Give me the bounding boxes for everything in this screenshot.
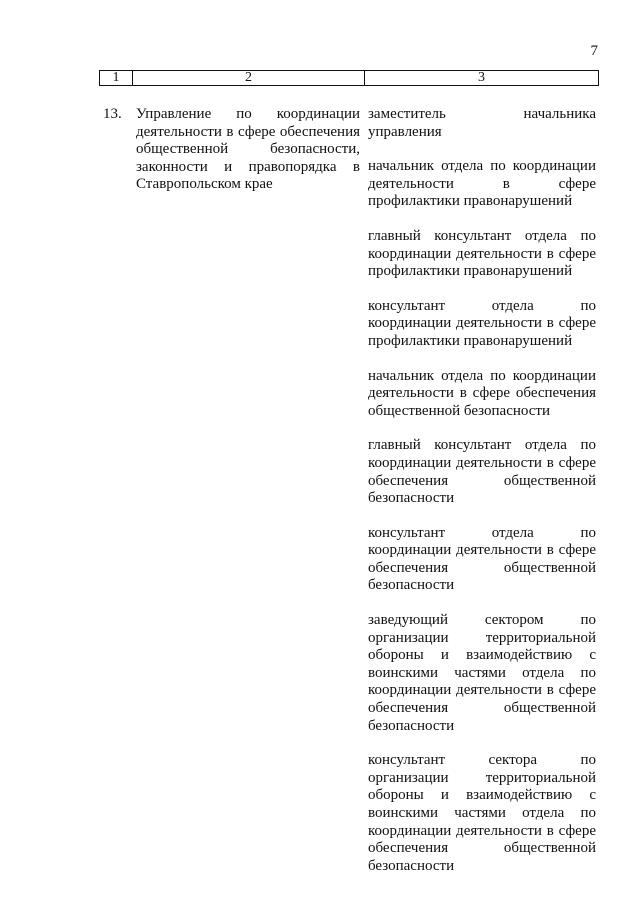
position-item: консультант отдела по координации деятельности в сфере обеспечения общественной безопасности xyxy=(368,524,596,594)
position-item: консультант сектора по организации территориальной обороны и взаимодействию с воинскими частями отдела по координации деятельности в сфере обеспечения общественной безопасности xyxy=(368,752,596,874)
page-number: 7 xyxy=(590,43,598,59)
position-list xyxy=(368,106,596,892)
column-header-3: 3 xyxy=(365,71,599,86)
position-item: главный консультант отдела по координации деятельности в сфере профилактики правонарушений xyxy=(368,227,596,280)
row-number: 13. xyxy=(103,106,122,122)
column-header-2: 2 xyxy=(133,71,365,86)
position-item: главный консультант отдела по координации деятельности в сфере обеспечения общественной безопасности xyxy=(368,437,596,507)
position-item: начальник отдела по координации деятельности в сфере обеспечения общественной безопасности xyxy=(368,367,596,419)
position-item: заместитель начальника управления xyxy=(368,106,596,140)
organization-name: Управление по координации деятельности в сфере обеспечения общественной безопасности, законности и правопорядка в Ставропольском крае xyxy=(136,106,360,193)
column-header-1: 1 xyxy=(100,71,133,86)
column-header-row xyxy=(100,71,599,86)
column-header-table xyxy=(99,70,599,86)
position-item: начальник отдела по координации деятельности в сфере профилактики правонарушений xyxy=(368,158,596,210)
position-item: заведующий сектором по организации территориальной обороны и взаимодействию с воинскими частями отдела по координации деятельности в сфере обеспечения общественной безопасности xyxy=(368,612,596,734)
position-item: консультант отдела по координации деятельности в сфере профилактики правонарушений xyxy=(368,297,596,349)
